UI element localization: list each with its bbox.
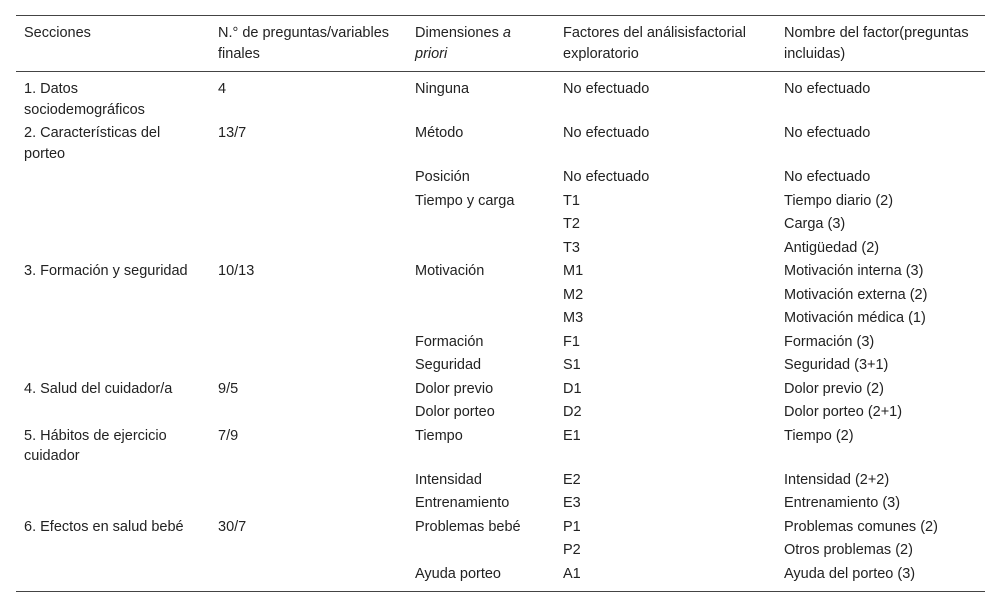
- cell-seccion: [16, 469, 210, 493]
- table-row: [16, 516, 985, 540]
- cell-seccion: 1. Datos sociodemográficos: [24, 81, 145, 118]
- cell-nombre: Motivación médica (1): [784, 310, 926, 327]
- cell-seccion: [16, 190, 210, 214]
- cell-preguntas: [210, 284, 407, 308]
- cell-seccion: 3. Formación y seguridad: [24, 263, 188, 280]
- cell-preguntas: [210, 354, 407, 378]
- header-dimensiones: [407, 16, 555, 72]
- table-row: [16, 190, 985, 214]
- cell-preguntas: [210, 237, 407, 261]
- cell-seccion: [16, 401, 210, 425]
- cell-seccion: [16, 284, 210, 308]
- table-row: [16, 354, 985, 378]
- table-row: [16, 72, 985, 123]
- cell-factor: No efectuado: [563, 81, 650, 98]
- cell-preguntas: [210, 190, 407, 214]
- table-row: [16, 378, 985, 402]
- table-header: [16, 16, 985, 72]
- table-row: [16, 237, 985, 261]
- table-row: [16, 284, 985, 308]
- header-secciones: Secciones: [24, 25, 91, 41]
- cell-dimension: Ayuda porteo: [415, 565, 501, 582]
- cell-nombre: Problemas comunes (2): [784, 518, 938, 535]
- cell-preguntas: 10/13: [218, 263, 255, 280]
- cell-preguntas: 9/5: [218, 380, 239, 397]
- cell-factor: D1: [563, 380, 582, 397]
- cell-seccion: [16, 237, 210, 261]
- cell-factor: D2: [563, 404, 582, 421]
- table-row: [16, 166, 985, 190]
- factor-table: [16, 15, 985, 592]
- table-body: [16, 72, 985, 592]
- table-row: [16, 331, 985, 355]
- cell-factor: P2: [563, 542, 581, 559]
- cell-dimension: Motivación: [415, 263, 485, 280]
- cell-preguntas: 4: [218, 81, 227, 98]
- cell-preguntas: [210, 539, 407, 563]
- cell-seccion: [16, 354, 210, 378]
- cell-factor: E2: [563, 471, 581, 488]
- table-row: [16, 425, 985, 469]
- cell-nombre: Carga (3): [784, 216, 846, 233]
- cell-factor: E1: [563, 427, 581, 444]
- cell-factor: E3: [563, 495, 581, 512]
- cell-preguntas: 13/7: [218, 125, 247, 142]
- cell-dimension: Intensidad: [415, 471, 482, 488]
- cell-dimension: Dolor porteo: [415, 404, 495, 421]
- cell-nombre: Entrenamiento (3): [784, 495, 901, 512]
- cell-preguntas: [210, 492, 407, 516]
- header-preguntas: N.° de preguntas/variables finales: [218, 25, 390, 62]
- cell-dimension: [407, 284, 555, 308]
- cell-dimension: Posición: [415, 169, 470, 186]
- cell-seccion: [16, 539, 210, 563]
- cell-seccion: [16, 492, 210, 516]
- cell-factor: T2: [563, 216, 580, 233]
- table-row: [16, 260, 985, 284]
- table-row: [16, 539, 985, 563]
- table-row: [16, 563, 985, 592]
- cell-nombre: Tiempo diario (2): [784, 192, 894, 209]
- cell-dimension: Ninguna: [415, 81, 470, 98]
- cell-dimension: Entrenamiento: [415, 495, 510, 512]
- cell-seccion: 6. Efectos en salud bebé: [24, 518, 184, 535]
- cell-nombre: Ayuda del porteo (3): [784, 565, 916, 582]
- cell-nombre: Antigüedad (2): [784, 239, 880, 256]
- cell-dimension: Tiempo: [415, 427, 463, 444]
- cell-preguntas: [210, 563, 407, 592]
- cell-nombre: No efectuado: [784, 125, 871, 142]
- cell-dimension: [407, 307, 555, 331]
- cell-nombre: Seguridad (3+1): [784, 357, 889, 374]
- header-dimensiones-text: Dimensiones: [415, 25, 503, 41]
- cell-dimension: Seguridad: [415, 357, 482, 374]
- cell-nombre: Dolor previo (2): [784, 380, 884, 397]
- cell-seccion: [16, 213, 210, 237]
- cell-nombre: Motivación externa (2): [784, 286, 928, 303]
- cell-preguntas: 30/7: [218, 518, 247, 535]
- cell-dimension: Dolor previo: [415, 380, 494, 397]
- cell-nombre: Formación (3): [784, 333, 875, 350]
- cell-seccion: 2. Características del porteo: [24, 125, 161, 162]
- table-row: [16, 469, 985, 493]
- header-factores: Factores del análisisfactorial exploratorio: [563, 25, 746, 62]
- cell-nombre: Dolor porteo (2+1): [784, 404, 903, 421]
- header-row: [16, 16, 985, 72]
- cell-factor: T3: [563, 239, 580, 256]
- cell-preguntas: [210, 213, 407, 237]
- table-row: [16, 213, 985, 237]
- cell-dimension: [407, 213, 555, 237]
- table-row: [16, 122, 985, 166]
- cell-seccion: 4. Salud del cuidador/a: [24, 380, 173, 397]
- cell-preguntas: [210, 331, 407, 355]
- cell-preguntas: [210, 401, 407, 425]
- cell-seccion: [16, 331, 210, 355]
- cell-factor: M2: [563, 286, 584, 303]
- cell-preguntas: [210, 469, 407, 493]
- header-dimensiones-em: a priori: [415, 25, 511, 62]
- cell-factor: S1: [563, 357, 581, 374]
- cell-dimension: [407, 237, 555, 261]
- header-nombre: Nombre del factor(preguntas incluidas): [784, 25, 969, 62]
- cell-dimension: Problemas bebé: [415, 518, 521, 535]
- cell-nombre: Otros problemas (2): [784, 542, 913, 559]
- cell-nombre: No efectuado: [784, 81, 871, 98]
- cell-factor: T1: [563, 192, 580, 209]
- table-row: [16, 307, 985, 331]
- cell-factor: M3: [563, 310, 584, 327]
- cell-preguntas: [210, 166, 407, 190]
- cell-factor: M1: [563, 263, 584, 280]
- cell-dimension: Formación: [415, 333, 484, 350]
- cell-dimension: Método: [415, 125, 464, 142]
- cell-nombre: Tiempo (2): [784, 427, 854, 444]
- cell-factor: P1: [563, 518, 581, 535]
- table-row: [16, 492, 985, 516]
- cell-seccion: [16, 307, 210, 331]
- cell-factor: No efectuado: [563, 125, 650, 142]
- cell-nombre: No efectuado: [784, 169, 871, 186]
- cell-dimension: [407, 539, 555, 563]
- cell-preguntas: 7/9: [218, 427, 239, 444]
- table-row: [16, 401, 985, 425]
- cell-factor: No efectuado: [563, 169, 650, 186]
- cell-nombre: Motivación interna (3): [784, 263, 924, 280]
- cell-dimension: Tiempo y carga: [415, 192, 515, 209]
- cell-seccion: [16, 166, 210, 190]
- cell-factor: F1: [563, 333, 580, 350]
- cell-preguntas: [210, 307, 407, 331]
- cell-factor: A1: [563, 565, 581, 582]
- cell-seccion: 5. Hábitos de ejercicio cuidador: [24, 427, 167, 465]
- cell-seccion: [16, 563, 210, 592]
- cell-nombre: Intensidad (2+2): [784, 471, 890, 488]
